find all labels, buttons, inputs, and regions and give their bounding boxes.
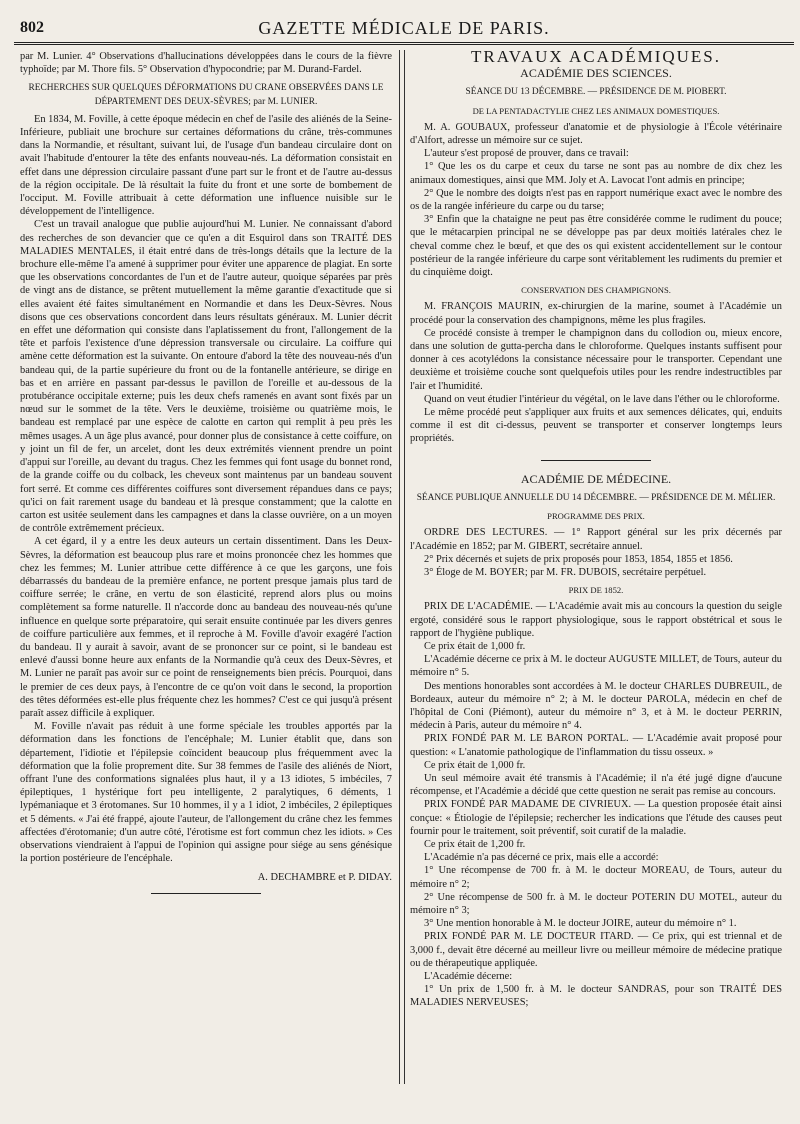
subheading: DE LA PENTADACTYLIE CHEZ LES ANIMAUX DOMESTIQUES. [472,105,720,116]
paragraph: 2° Prix décernés et sujets de prix proposés pour 1853, 1854, 1855 et 1856. [424,553,733,565]
paragraph: L'Académie n'a pas décerné ce prix, mais elle a accordé: [424,852,659,864]
paragraph: Des mentions honorables sont accordées à M. le docteur CHARLES DUBREUIL, de Bordeaux, auteur du mémoire n° 2; à M. le docteur PAROLA, médecin en chef de l'hôpital de Coni (Piémont), auteur du mémoire n° 3, et à M. le docteur PERRIN, médecin à Paris, auteur du mémoire n° 4. [410,680,782,732]
paragraph: 3° Une mention honorable à M. le docteur JOIRE, auteur du mémoire n° 1. [424,918,737,930]
separator-rule [541,460,651,461]
paragraph: Ce prix était de 1,000 fr. [424,759,526,771]
session-heading: SÉANCE DU 13 DÉCEMBRE. — PRÉSIDENCE DE M. PIOBERT. [465,87,727,98]
paragraph: M. A. GOUBAUX, professeur d'anatomie et de physiologie à l'École vétérinaire d'Alfort, adresse un mémoire sur ce sujet. [410,121,782,147]
paragraph: 1° Un prix de 1,500 fr. à M. le docteur SANDRAS, pour son TRAITÉ DES MALADIES NERVEUSES; [410,984,782,1009]
paragraph: L'auteur s'est proposé de prouver, dans ce travail: [424,148,629,160]
column-divider [399,50,405,1084]
left-column [20,50,392,894]
paragraph: PRIX FONDÉ PAR M. LE DOCTEUR ITARD. — Ce prix, qui est triennal et de 3,000 f., devait être décerné au meilleur livre ou meilleur mémoire de médecine pratique ou de thérapeutique appliquée. [410,931,782,969]
paragraph: L'Académie décerne ce prix à M. le docteur AUGUSTE MILLET, de Tours, auteur du mémoire n° 5. [410,654,782,679]
academy-heading: ACADÉMIE DE MÉDECINE. [520,471,672,486]
paragraph: 2° Une récompense de 500 fr. à M. le docteur POTERIN DU MOTEL, auteur du mémoire n° 3; [410,891,782,916]
article-paragraph: A cet égard, il y a entre les deux auteurs un certain dissentiment. Dans les Deux-Sèvres, la déformation est beaucoup plus rare et moins prononcée chez les hommes que chez les femmes; M. Lunier attribue cette différence à ce que les garçons, une fois débarrassés du bandeau de la première enfance, ne portent presque jamais plus tard de coiffure serrée; le crâne, en vertu de son élasticité, reprend alors plus ou moins complètement sa forme naturelle. Il n'accorde donc au bandeau des nouveau-nés qu'une influence en quelque sorte préparatoire, qui serait ensuite continuée par les divers genres de coiffure particulière aux femmes, et il reproche à M. Foville d'avoir exagéré l'action du bandeau. Il y aurait à savoir, avant de se prononcer sur ce point, si le bandeau est enlevé d'aussi bonne heure aux enfants de la Normandie qu'à ceux des Deux-Sèvres, et M. Lunier ne paraît pas avoir sur ce point de renseignements bien précis. Pourquoi, dans le premier de ces deux pays, à l'encontre de ce qu'on voit dans le second, la proportion des têtes déformées est-elle plus fréquente chez les hommes? C'est ce qui jusqu'à présent paraît assez difficile à expliquer. [20,536,392,719]
paragraph: Ce prix était de 1,200 fr. [424,838,526,850]
paragraph: 3° Enfin que la chataigne ne peut pas être considérée comme le rudiment du pouce; que le métacarpien principal ne se développe pas par deux moitiés latérales chez le cheval comme chez le bœuf, et que des os qui existent accidentellement sur le contour postérieur de la rangée inférieure du carpe sont véritablement les rudiments du premier et du cinquième doigt. [410,214,782,279]
article-signature: A. DECHAMBRE et P. DIDAY. [257,872,392,884]
paragraph: ORDRE DES LECTURES. — 1° Rapport général sur les prix décernés par l'Académie en 1852; par M. GIBERT, secrétaire annuel. [410,527,782,552]
journal-title: GAZETTE MÉDICALE DE PARIS. [258,18,550,38]
paragraph: Le même procédé peut s'appliquer aux fruits et aux semences délicates, qui, enduits comme il est dit ci-dessus, peuvent se transporter et conserver longtemps leurs propriétés. [410,407,782,445]
paragraph: 1° Une récompense de 700 fr. à M. le docteur MOREAU, de Tours, auteur du mémoire n° 2; [410,865,782,890]
paragraph: Un seul mémoire avait été transmis à l'Académie; il n'a été jugé digne d'aucune récompense, et l'Académie a décidé que cette question ne serait pas remise au concours. [410,772,782,798]
subheading: PROGRAMME DES PRIX. [547,511,645,522]
paragraph: Ce prix était de 1,000 fr. [424,640,526,652]
article-paragraph: M. Foville n'avait pas réduit à une forme spéciale les troubles apportés par la déformation dans les fonctions de l'encéphale; M. Lunier établit que, dans son département, l'idiotie et l'épilepsie coïncident beaucoup plus fréquemment avec la déformation que la folie proprement dite. Sur 38 femmes de l'asile des aliénés de Niort, offrant l'une des conformations signalées plus haut, il y a 13 idiotes, 5 imbéciles, 7 épileptiques, 1 hystérique fort peu intelligente, 2 paralytiques, 6 déments, 1 lypémaniaque et 3 érotomanes. Sur 10 hommes, il y a 1 idiot, 2 imbéciles, 2 épileptiques et 5 déments. « J'ai été frappé, ajoute l'auteur, de l'allongement du crâne chez les femmes affectées d'érotomanie; d'un autre côté, l'érotisme est fort commun chez les idiots. » Ces observations viendraient à l'appui de l'opinion qui assigne pour siége au sens génésique la portion postérieure de l'encéphale. [20,721,392,865]
paragraph: 1° Que les os du carpe et ceux du tarse ne sont pas au nombre de dix chez les animaux domestiques, ainsi que MM. Joly et A. Lavocat l'ont admis en principe; [410,161,782,186]
intro-paragraph: par M. Lunier. 4° Observations d'hallucinations développées dans le cours de la fièvre typhoïde; par M. Thore fils. 5° Observation d'hypocondrie; par M. Durand-Fardel. [20,51,392,76]
paragraph: L'Académie décerne: [424,971,513,982]
article-paragraph: C'est un travail analogue que publie aujourd'hui M. Lunier. Ne connaissant d'abord des recherches de son devancier que ce qu'en a dit Esquirol dans son TRAITÉ DES MALADIES MENTALES, il était entré dans de très-longs détails que la lecture de la brochure elle-même l'a amené à supprimer pour éviter une apparence de plagiat. En sorte que les observations concordantes de l'un et de l'autre auteur, quoique séparées par près de vingt ans de distance, se prêtent mutuellement la même garantie d'exactitude que si elles avaient été faites simultanément en Normandie et dans les Deux-Sèvres. Nous disons que ces observations concordent dans leurs résultats généraux. M. Lunier décrit en effet une déformation qui consiste dans l'aplatissement du front, l'allongement de la tête et parfois l'existence d'une dépression transversale ou circulaire. La coiffure qui amène cette déformation est la suivante. On entoure d'abord la tête des nouveau-nés d'un bandeau qui, de la partie supérieure du front ou de la fontanelle antérieure, se dirige en bas et en arrière en passant par-dessus le pavillon de l'oreille et au-dessous de la protubérance occipitale externe; puis les deux chefs ramenés en avant sont fixés par un nœud sur le sommet de la tête. Vers le deuxième, troisième ou quatrième mois, le bandeau est remplacé par une espèce de calotte en carton qui remplit à peu près les mêmes usages. A un âge plus avancé, pour donner plus de consistance à cette coiffure, on y joint un fil de fer, un arcelet, dont les deux extrémités viennent prendre un point d'appui sur l'oreille, au devant du tragus. Chez les femmes qui font usage du bonnet rond, de la grande coiffe ou du colback, les cheveux sont maintenus par un bandeau souvent fort serré. Et comme ces différentes coiffures sont diversement répandues dans ce pays; qu'ici on fait rarement usage du bandeau et là presque constamment; que la calotte en carton est usitée seulement dans les campagnes et dans la classe ouvrière, on a un moyen de contrôle extrêmement précieux. [20,219,392,535]
right-column [410,47,782,1010]
paragraph: Ce procédé consiste à tremper le champignon dans du collodion ou, mieux encore, dans une solution de gutta-percha dans le chloroforme. Quelques instants suffisent pour donner à ces acotylédons la consistance nécessaire pour le transporter. Cependant une deuxième et troisième couche sont quelquefois utiles pour les rendre indestructibles par l'air et l'humidité. [410,327,782,392]
paragraph: PRIX FONDÉ PAR MADAME DE CIVRIEUX. — La question proposée était ainsi conçue: « Étiologie de l'épilepsie; rechercher les indications que l'étude des causes peut fournir pour le traitement, soit préventif, soit curatif de la maladie. [410,799,782,837]
page-header [14,8,794,45]
paragraph: M. FRANÇOIS MAURIN, ex-chirurgien de la marine, soumet à l'Académie un procédé pour la conservation des champignons, même les plus fragiles. [410,301,782,326]
paragraph: 3° Éloge de M. BOYER; par M. FR. DUBOIS, secrétaire perpétuel. [424,566,707,578]
paragraph: 2° Que le nombre des doigts n'est pas en rapport numérique exact avec le nombre des os de la rangée inférieure du carpe ou du tarse; [410,187,782,213]
separator-rule [151,893,261,894]
paragraph: Quand on veut étudier l'intérieur du végétal, on le lave dans l'éther ou le chloroforme. [424,393,780,405]
session-heading: SÉANCE PUBLIQUE ANNUELLE DU 14 DÉCEMBRE. — PRÉSIDENCE DE M. MÉLIER. [416,492,776,503]
page-number: 802 [20,19,44,36]
section-title: TRAVAUX ACADÉMIQUES. [470,47,721,66]
academy-heading: ACADÉMIE DES SCIENCES. [520,66,672,81]
subheading: CONSERVATION DES CHAMPIGNONS. [521,285,671,296]
subheading: PRIX DE 1852. [568,585,624,596]
article-heading: RECHERCHES SUR QUELQUES DÉFORMATIONS DU CRANE OBSERVÉES DANS LE DÉPARTEMENT DES DEUX-SÈVRES; par M. LUNIER. [28,83,384,107]
paragraph: PRIX DE L'ACADÉMIE. — L'Académie avait mis au concours la question du seigle ergoté, considéré sous le rapport physiologique, sous le rapport obstétrical et sous le rapport de l'hygiène publique. [410,601,782,639]
article-paragraph: En 1834, M. Foville, à cette époque médecin en chef de l'asile des aliénés de la Seine-Inférieure, publiait une brochure sur certaines déformations du crâne, très-communes dans la Normandie, et résultant, suivant lui, de l'usage d'un bandeau circulaire dont on avait l'habitude d'entourer la tête des enfants nouveau-nés. La déformation consistait en effet dans une dépression circulaire passant d'une part sur le front et de l'autre au-dessus de la région occipitale. De là résultait la fuite du front et une sorte de bombement de l'occiput. M. Foville attribuait à cette déformation une influence nuisible sur le développement de l'intelligence. [20,113,392,218]
paragraph: PRIX FONDÉ PAR M. LE BARON PORTAL. — L'Académie avait proposé pour question: « L'anatomie pathologique de l'inflammation du tissu osseux. » [410,733,782,758]
